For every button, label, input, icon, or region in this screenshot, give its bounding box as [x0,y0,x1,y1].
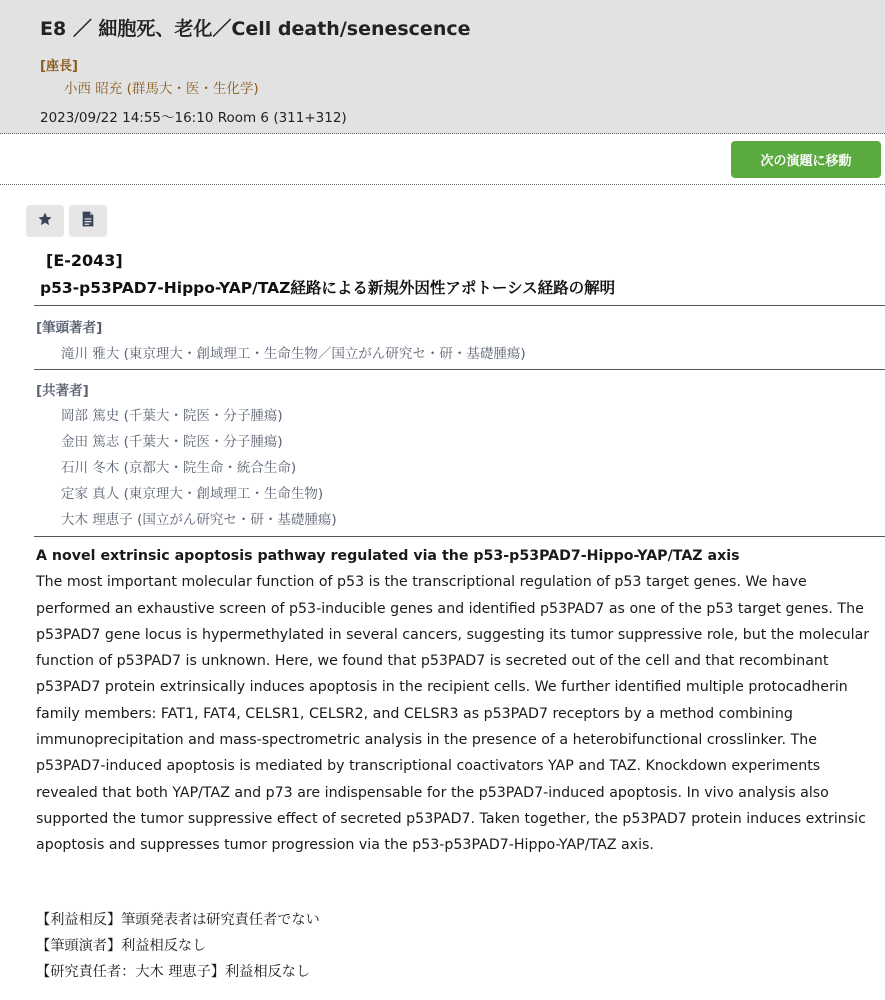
chair-label: [座長] [40,59,78,74]
abstract-body: The most important molecular function of p53 is the transcriptional regulation of p53 target genes. We have performed an exhaustive screen of p53-inducible genes and identified p53PAD7 as one of the p53 target genes. The p53PAD7 gene locus is hypermethylated in several cancers, suggesting its tumor suppressive role, but the molecular function of p53PAD7 is unknown. Here, we found that p53PAD7 is secreted out of the cell and that recombinant p53PAD7 protein extrinsically induces apoptosis in the recipient cells. We further identified multiple protocadherin family members: FAT1, FAT4, CELSR1, CELSR2, and CELSR3 as p53PAD7 receptors by a method combining immunoprecipitation and mass-spectrometric analysis in the presence of a heterobifunctional crosslinker. The p53PAD7-induced apoptosis is mediated by transcriptional coactivators YAP and TAZ. Knockdown experiments revealed that both YAP/TAZ and p73 are indispensable for the p53PAD7-induced apoptosis. In vivo analysis also supported the tumor suppressive effect of secreted p53PAD7. Taken together, the p53PAD7 protein induces extrinsic apoptosis and suppresses tumor progression via the p53-p53PAD7-Hippo-YAP/TAZ axis. [36,574,870,854]
coi-statement: 【研究責任者：大木 理恵子】利益相反なし [36,964,311,980]
session-header [0,0,885,134]
document-button[interactable] [69,205,107,237]
first-author: 滝川 雅大 (東京理大・創域理工・生命生物／国立がん研究セ・研・基礎腫瘍) [61,346,526,362]
divider [0,184,885,185]
coauthor: 定家 真人 (東京理大・創域理工・生命生物) [61,486,324,502]
abstract-title: p53-p53PAD7-Hippo-YAP/TAZ経路による新規外因性アポトーシス経路の解明 [40,279,616,297]
abstract-body-block [36,543,883,859]
divider [34,369,885,370]
first-author-label: [筆頭著者] [36,320,103,336]
english-title: A novel extrinsic apoptosis pathway regulated via the p53-p53PAD7-Hippo-YAP/TAZ axis [36,548,740,564]
session-datetime: 2023/09/22 14:55〜16:10 Room 6 (311+312) [40,110,347,126]
divider [34,305,885,306]
abstract-id: [E-2043] [46,251,123,270]
divider [34,536,885,537]
coauthor: 金田 篤志 (千葉大・院医・分子腫瘍) [61,434,283,450]
next-abstract-button[interactable]: 次の演題に移動 [731,141,881,178]
coauthor: 岡部 篤史 (千葉大・院医・分子腫瘍) [61,408,283,424]
favorite-button[interactable] [26,205,64,237]
chair-name: 小西 昭充 (群馬大・医・生化学) [64,81,259,97]
coi-statement: 【利益相反】筆頭発表者は研究責任者でない [36,912,320,928]
document-icon [81,211,95,231]
coi-statement: 【筆頭演者】利益相反なし [36,938,207,954]
coauthors-label: [共著者] [36,383,89,399]
session-title: E8 ／ 細胞死、老化／Cell death/senescence [40,18,471,40]
star-icon [37,211,53,231]
coauthor: 石川 冬木 (京都大・院生命・統合生命) [61,460,297,476]
coauthor: 大木 理恵子 (国立がん研究セ・研・基礎腫瘍) [61,512,337,528]
